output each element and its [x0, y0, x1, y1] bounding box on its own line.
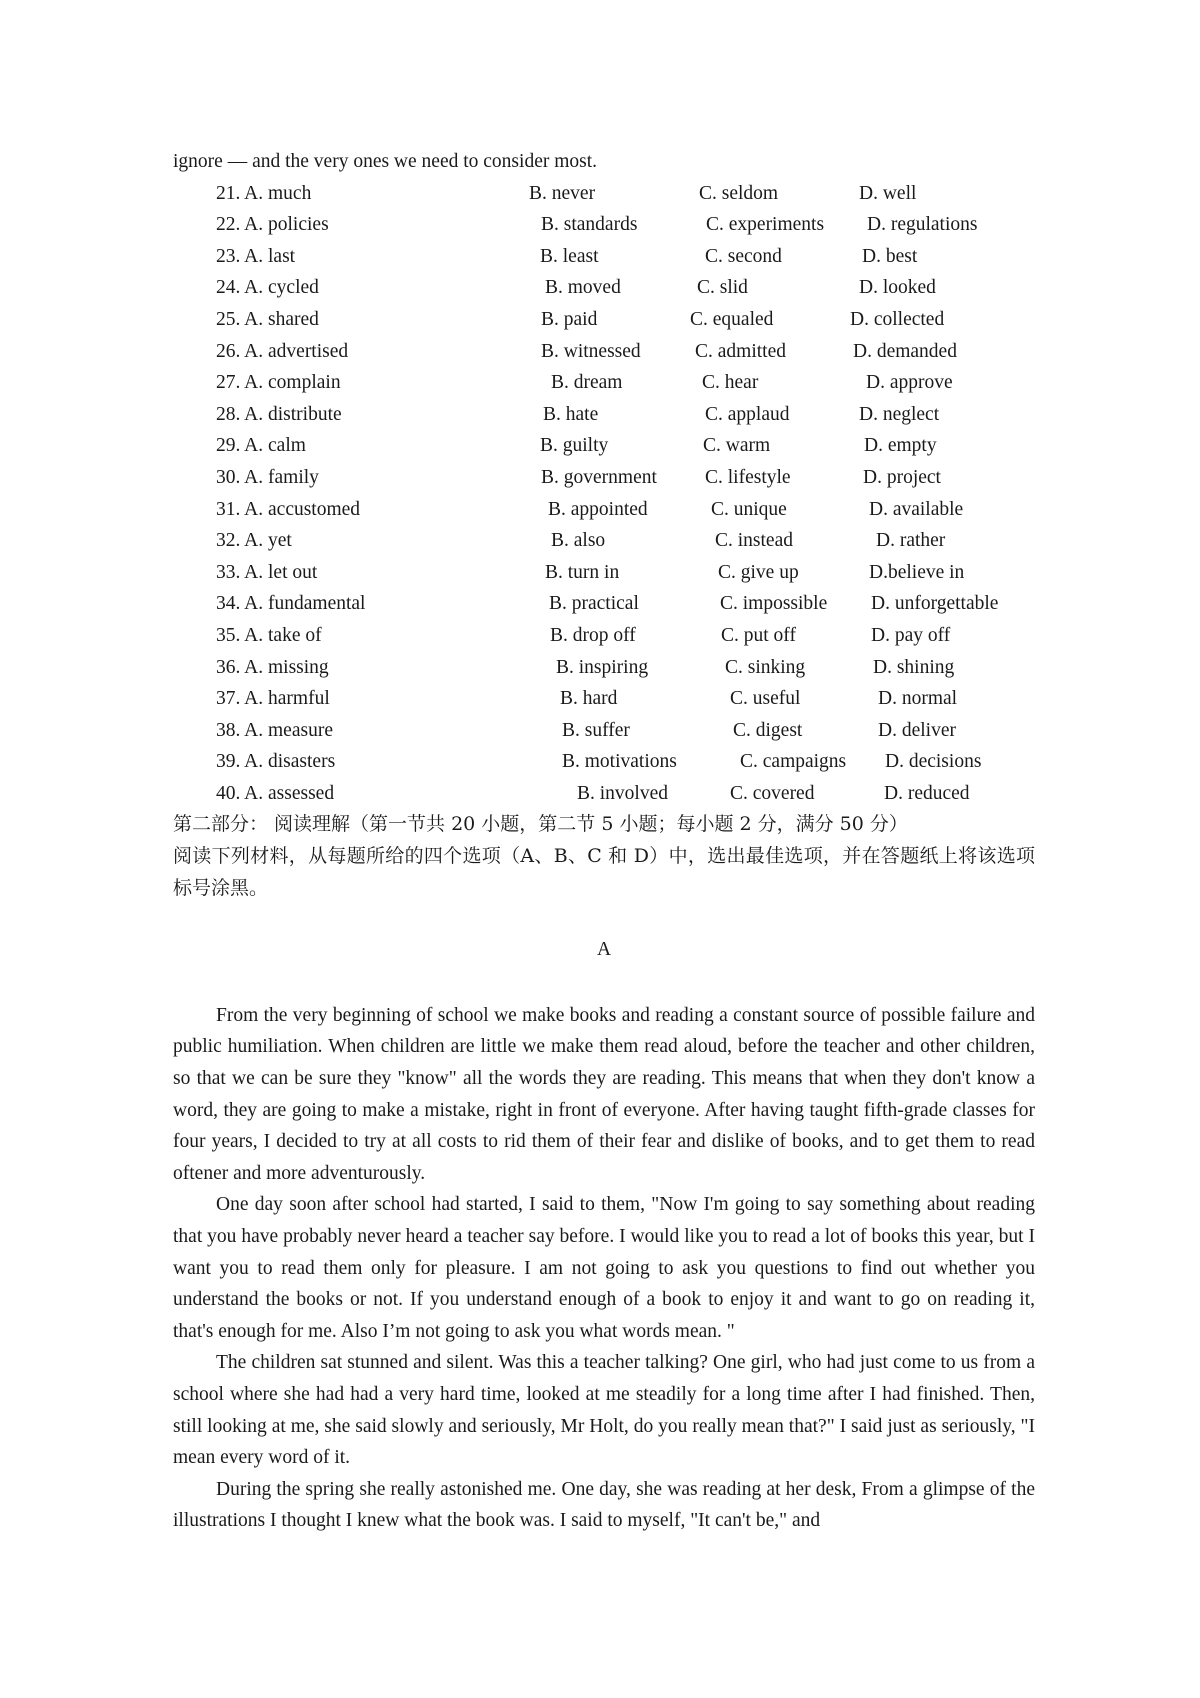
option-c: C. seldom [699, 182, 779, 204]
option-row [173, 178, 1035, 210]
section-title: 第二部分： 阅读理解（第一节共 20 小题，第二节 5 小题；每小题 2 分，满分 50 分） [173, 813, 908, 836]
option-c: C. experiments [706, 214, 825, 236]
option-row [173, 652, 1035, 684]
option-c: C. second [705, 245, 782, 267]
option-row [173, 272, 1035, 304]
option-d: D. rather [876, 530, 946, 552]
passage-paragraph: From the very beginning of school we make books and reading a constant source of possible failure and public humiliation. When children are little we make them read aloud, before the teacher and other children, so that we can be sure they "know" all the words they are reading. This means that when they don't know a word, they are going to make a mistake, right in front of everyone. After having taught fifth-grade classes for four years, I decided to try at all costs to rid them of their fear and dislike of books, and to get them to read oftener and more adventurously. [173, 1004, 1035, 1184]
option-d: D. neglect [859, 403, 940, 425]
option-b: B. hate [543, 403, 599, 425]
option-b: B. inspiring [556, 656, 649, 678]
option-c: C. give up [718, 561, 799, 583]
option-c: C. useful [730, 688, 801, 710]
option-b: B. witnessed [541, 340, 641, 362]
option-a: 26. A. advertised [216, 340, 349, 362]
option-a: 28. A. distribute [216, 403, 342, 425]
option-c: C. applaud [705, 403, 790, 425]
option-row [173, 620, 1035, 652]
option-row [173, 746, 1035, 778]
option-b: B. drop off [550, 624, 636, 646]
option-c: C. warm [703, 435, 771, 457]
document-page [173, 146, 1035, 1537]
option-row [173, 494, 1035, 526]
option-row [173, 209, 1035, 241]
option-a: 34. A. fundamental [216, 593, 366, 615]
option-b: B. guilty [540, 435, 609, 457]
option-row [173, 715, 1035, 747]
option-b: B. motivations [562, 751, 677, 773]
option-d: D. well [859, 182, 917, 204]
option-row [173, 336, 1035, 368]
option-d: D. pay off [871, 624, 951, 646]
option-c: C. equaled [690, 308, 774, 330]
option-a: 24. A. cycled [216, 277, 319, 299]
option-c: C. covered [730, 782, 815, 804]
cloze-options [173, 178, 1035, 810]
option-c: C. digest [733, 719, 803, 741]
option-d: D. regulations [867, 214, 978, 236]
option-c: C. put off [721, 624, 796, 646]
option-c: C. unique [711, 498, 787, 520]
option-d: D. project [863, 466, 941, 488]
option-d: D.believe in [869, 561, 965, 583]
option-b: B. appointed [548, 498, 648, 520]
option-a: 21. A. much [216, 182, 312, 204]
option-d: D. deliver [878, 719, 956, 741]
option-b: B. dream [551, 372, 623, 394]
intro-line: ignore — and the very ones we need to consider most. [173, 151, 598, 172]
option-b: B. hard [560, 688, 618, 710]
option-b: B. practical [549, 593, 639, 615]
option-row [173, 399, 1035, 431]
option-row [173, 557, 1035, 589]
option-a: 36. A. missing [216, 656, 329, 678]
passage-paragraph: One day soon after school had started, I said to them, "Now I'm going to say something about reading that you have probably never heard a teacher say before. I would like you to read a lot of books this year, but I want you to read them only for pleasure. I am not going to ask you questions to find out whether you understand the books or not. If you understand enough of a book to enjoy it and want to go on reading it, that's enough for me. Also I’m not going to ask you what words mean. " [173, 1194, 1035, 1342]
passage-a [173, 1000, 1035, 1537]
option-c: C. slid [697, 277, 748, 299]
section-instructions: 阅读下列材料，从每题所给的四个选项（A、B、C 和 D）中，选出最佳选项，并在答题纸上将该选项标号涂黑。 [173, 845, 1035, 899]
option-c: C. campaigns [740, 751, 847, 773]
option-row [173, 367, 1035, 399]
option-row [173, 778, 1035, 810]
option-b: B. involved [577, 782, 668, 804]
option-row [173, 241, 1035, 273]
option-b: B. moved [545, 277, 621, 299]
option-b: B. government [541, 466, 657, 488]
option-a: 29. A. calm [216, 435, 306, 457]
passage-paragraph: The children sat stunned and silent. Was this a teacher talking? One girl, who had just come to us from a school where she had had a very hard time, looked at me steadily for a long time after I had finished. Then, still looking at me, she said slowly and seriously, Mr Holt, do you really mean that?" I said just as seriously, "I mean every word of it. [173, 1352, 1035, 1469]
option-a: 37. A. harmful [216, 688, 330, 710]
option-d: D. shining [873, 656, 955, 678]
option-d: D. decisions [885, 751, 982, 773]
option-d: D. best [862, 245, 918, 267]
option-a: 22. A. policies [216, 214, 329, 236]
option-b: B. turn in [545, 561, 620, 583]
option-c: C. hear [702, 372, 759, 394]
option-d: D. unforgettable [871, 593, 999, 615]
option-c: C. impossible [720, 593, 828, 615]
option-row [173, 683, 1035, 715]
option-b: B. suffer [562, 719, 630, 741]
option-b: B. standards [541, 214, 638, 236]
option-d: D. normal [878, 688, 958, 710]
option-d: D. empty [864, 435, 937, 457]
option-c: C. lifestyle [705, 466, 791, 488]
option-c: C. admitted [695, 340, 786, 362]
option-d: D. available [869, 498, 964, 520]
option-row [173, 430, 1035, 462]
option-a: 40. A. assessed [216, 782, 335, 804]
option-b: B. least [540, 245, 599, 267]
option-d: D. approve [866, 372, 953, 394]
option-a: 27. A. complain [216, 372, 341, 394]
option-a: 31. A. accustomed [216, 498, 361, 520]
option-b: B. paid [541, 308, 598, 330]
option-a: 33. A. let out [216, 561, 318, 583]
option-row [173, 525, 1035, 557]
option-a: 25. A. shared [216, 308, 319, 330]
option-c: C. instead [715, 530, 793, 552]
option-a: 23. A. last [216, 245, 296, 267]
option-row [173, 588, 1035, 620]
option-b: B. never [529, 182, 596, 204]
option-b: B. also [551, 530, 606, 552]
option-d: D. reduced [884, 782, 970, 804]
option-row [173, 304, 1035, 336]
option-a: 30. A. family [216, 466, 319, 488]
option-c: C. sinking [725, 656, 806, 678]
option-a: 38. A. measure [216, 719, 333, 741]
option-a: 35. A. take of [216, 624, 322, 646]
passage-label: A [596, 939, 612, 961]
option-d: D. demanded [853, 340, 957, 362]
passage-paragraph: During the spring she really astonished me. One day, she was reading at her desk, From a glimpse of the illustrations I thought I knew what the book was. I said to myself, "It can't be," and [173, 1478, 1035, 1532]
option-row [173, 462, 1035, 494]
option-a: 32. A. yet [216, 530, 292, 552]
option-d: D. looked [859, 277, 936, 299]
option-d: D. collected [850, 308, 945, 330]
option-a: 39. A. disasters [216, 751, 336, 773]
